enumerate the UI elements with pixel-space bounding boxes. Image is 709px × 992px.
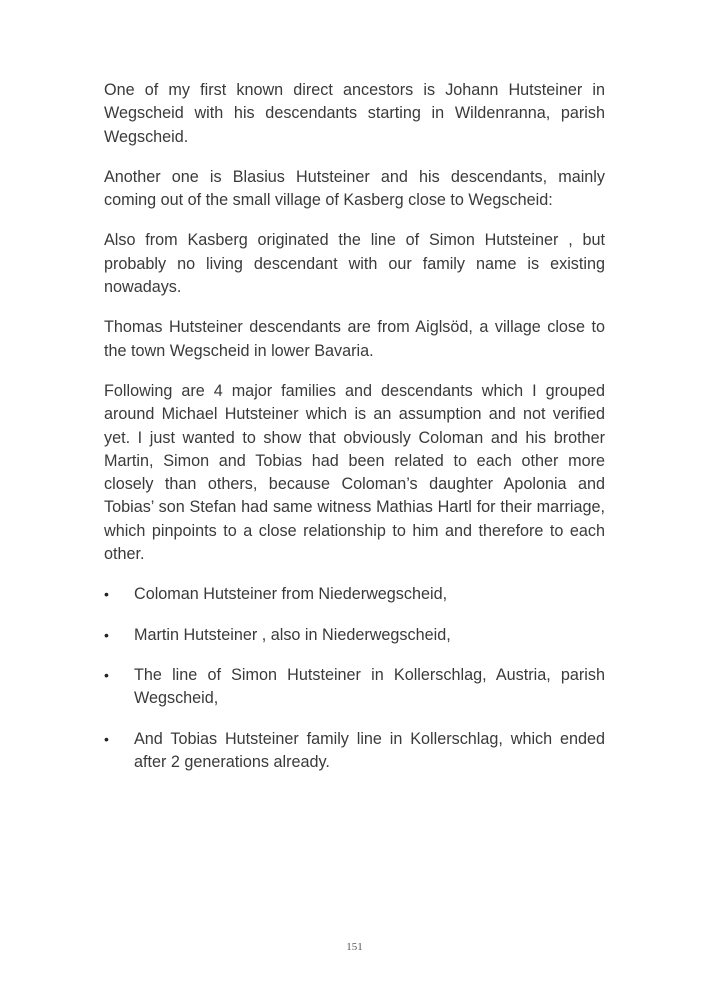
- list-item-text: Martin Hutsteiner , also in Niederwegscheid,: [134, 625, 451, 644]
- page-body: [104, 79, 605, 791]
- paragraph-johann: One of my first known direct ancestors is Johann Hutsteiner in Wegscheid with his descendants starting in Wildenranna, parish Wegscheid.: [104, 81, 605, 146]
- bullet-icon: •: [104, 626, 109, 643]
- paragraph-simon-kasberg: Also from Kasberg originated the line of Simon Hutsteiner , but probably no living descendant with our family name is existing nowadays.: [104, 231, 605, 297]
- list-item: [104, 583, 605, 606]
- bullet-icon: •: [104, 586, 109, 603]
- paragraph-michael-families: Following are 4 major families and descendants which I grouped around Michael Hutsteiner which is an assumption and not verified yet. I just wanted to show that obviously Coloman and his brother Martin, Simon and Tobias had been related to each other more closely than others, because Coloman’s daughter Apolonia and Tobias’ son Stefan had same witness Mathias Hartl for their marriage, which pinpoints to a close relationship to him and therefore to each other.: [104, 381, 605, 564]
- paragraph-blasius: Another one is Blasius Hutsteiner and his descendants, mainly coming out of the small village of Kasberg close to Wegscheid:: [104, 167, 605, 210]
- list-item: [104, 728, 605, 775]
- list-item: [104, 624, 605, 647]
- family-list: [104, 583, 605, 774]
- list-item: [104, 664, 605, 711]
- bullet-icon: •: [104, 730, 109, 747]
- page-number: 151: [346, 941, 363, 953]
- paragraph-thomas: Thomas Hutsteiner descendants are from Aiglsöd, a village close to the town Wegscheid in lower Bavaria.: [104, 318, 605, 360]
- list-item-text: Coloman Hutsteiner from Niederwegscheid,: [134, 585, 448, 604]
- list-item-text: The line of Simon Hutsteiner in Kollerschlag, Austria, parish Wegscheid,: [134, 665, 605, 708]
- bullet-icon: •: [104, 666, 109, 683]
- list-item-text: And Tobias Hutsteiner family line in Kollerschlag, which ended after 2 generations already.: [134, 729, 605, 771]
